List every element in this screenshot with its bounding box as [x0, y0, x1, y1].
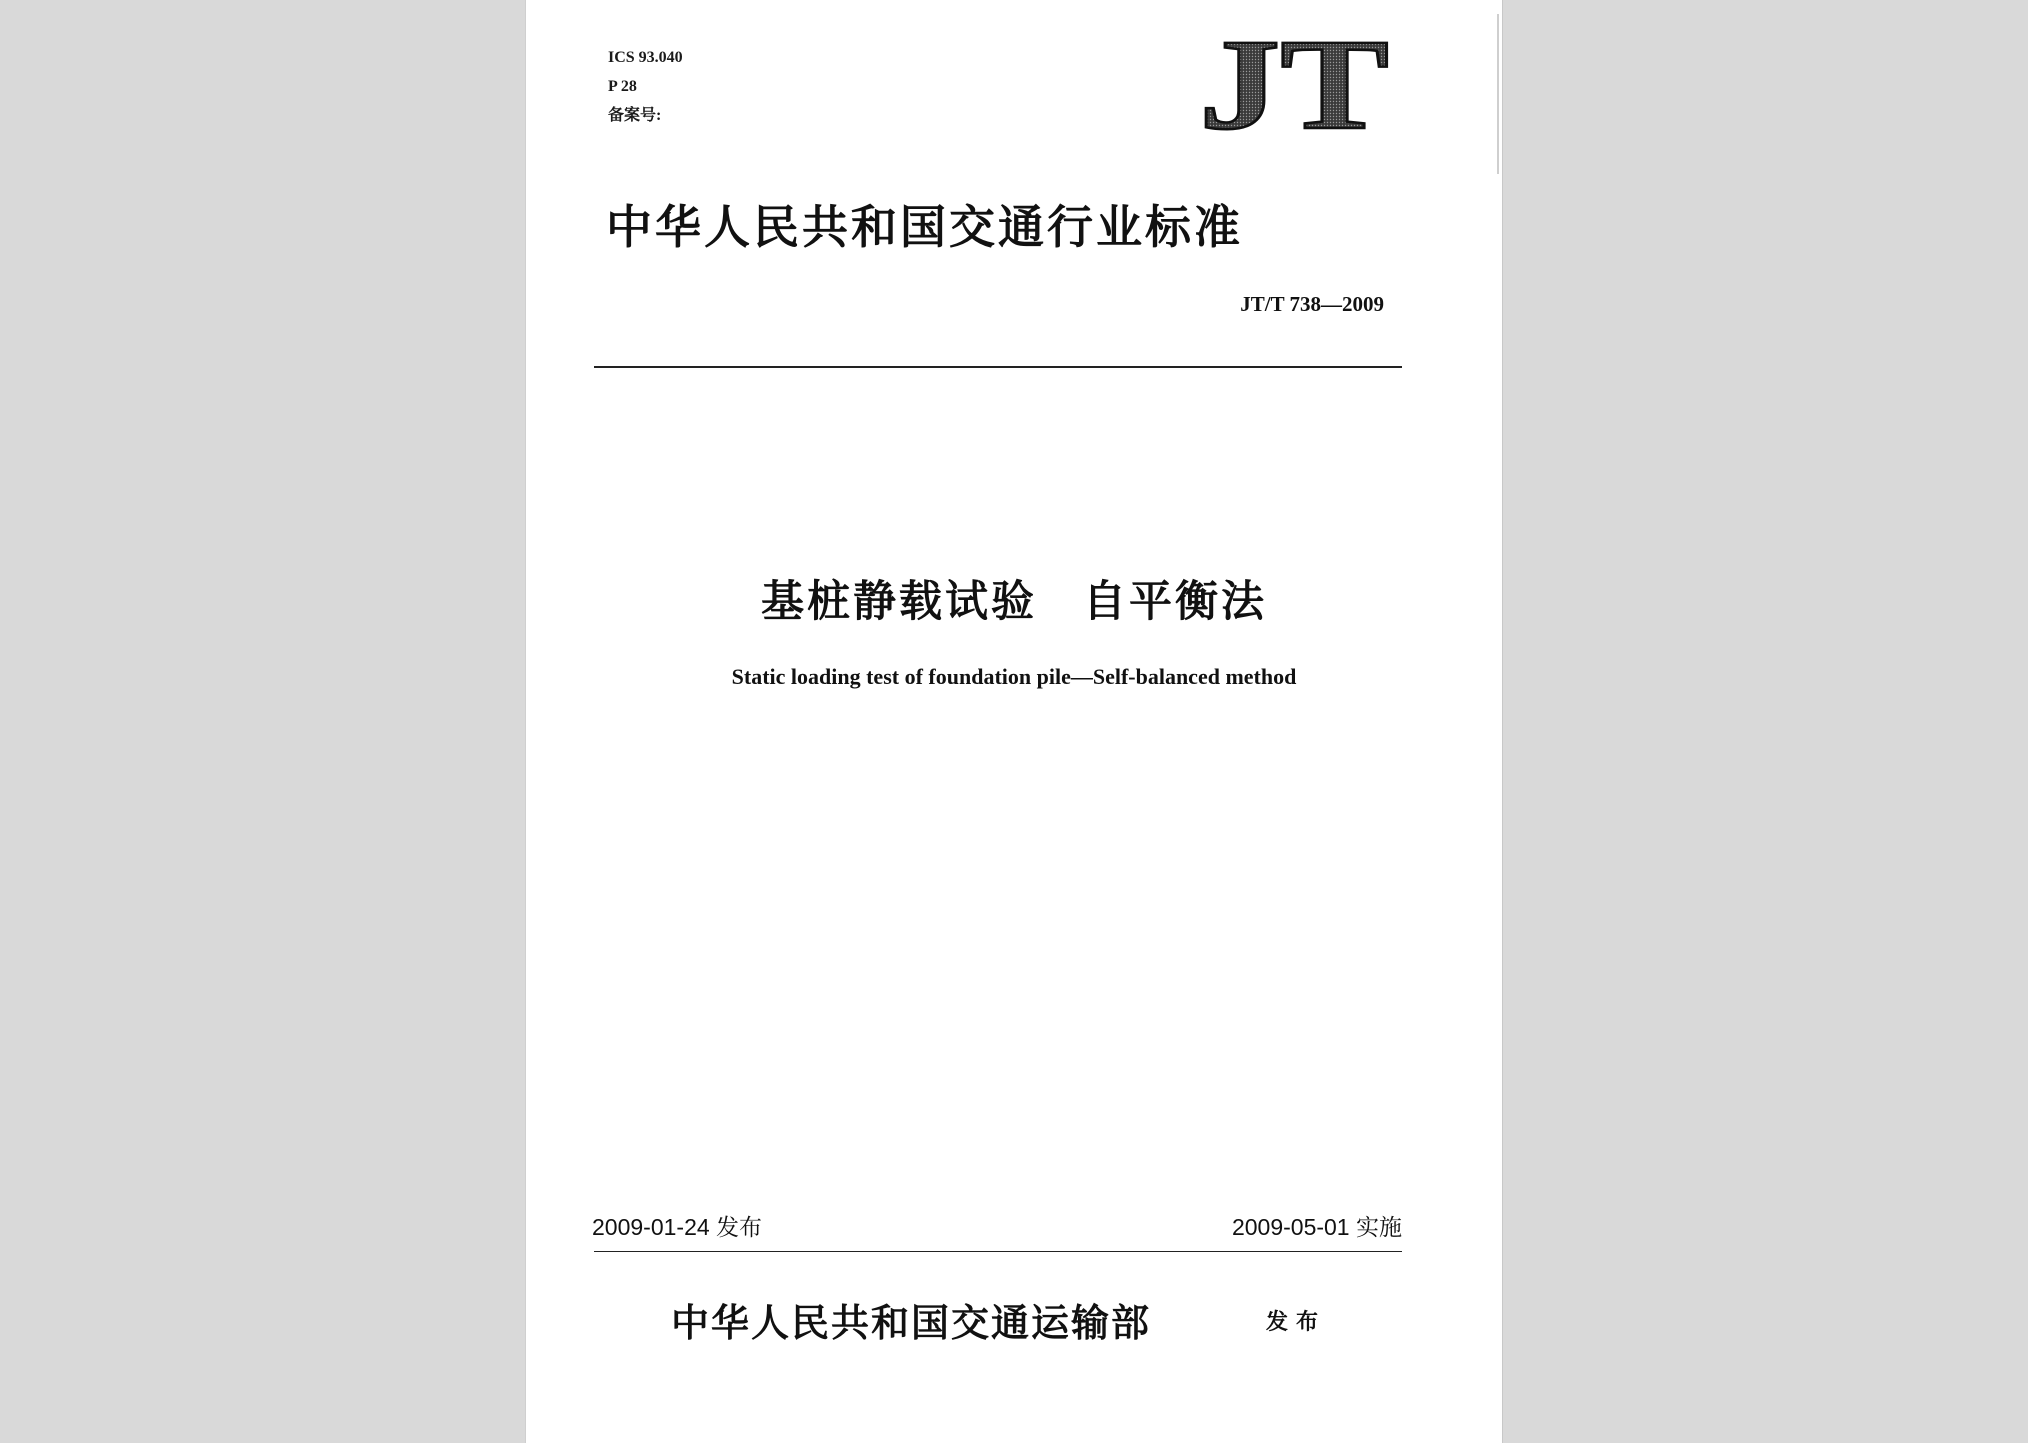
- classification-code: P 28: [608, 78, 637, 95]
- header-title: 中华人民共和国交通行业标准: [606, 200, 1243, 254]
- document-page: [526, 0, 1502, 1443]
- implementation-date: 2009-05-01 实施: [1231, 1214, 1402, 1240]
- page-edge: [1497, 14, 1499, 174]
- footer-divider: [594, 1251, 1402, 1252]
- jt-logo-text: JT: [1199, 28, 1389, 138]
- ics-code: ICS 93.040: [608, 49, 683, 66]
- jt-logo: [1194, 28, 1394, 138]
- meta-block: [608, 43, 683, 130]
- issue-date: 2009-01-24 发布: [592, 1214, 763, 1240]
- publish-label: 发布: [1266, 1309, 1327, 1335]
- title-chinese: 基桩静载试验 自平衡法: [761, 577, 1267, 627]
- standard-number: JT/T 738—2009: [1240, 292, 1384, 316]
- publisher-name: 中华人民共和国交通运输部: [671, 1300, 1152, 1345]
- title-english: Static loading test of foundation pile—Self-balanced method: [731, 664, 1297, 689]
- record-number-label: 备案号:: [608, 107, 662, 124]
- header-divider: [594, 366, 1402, 368]
